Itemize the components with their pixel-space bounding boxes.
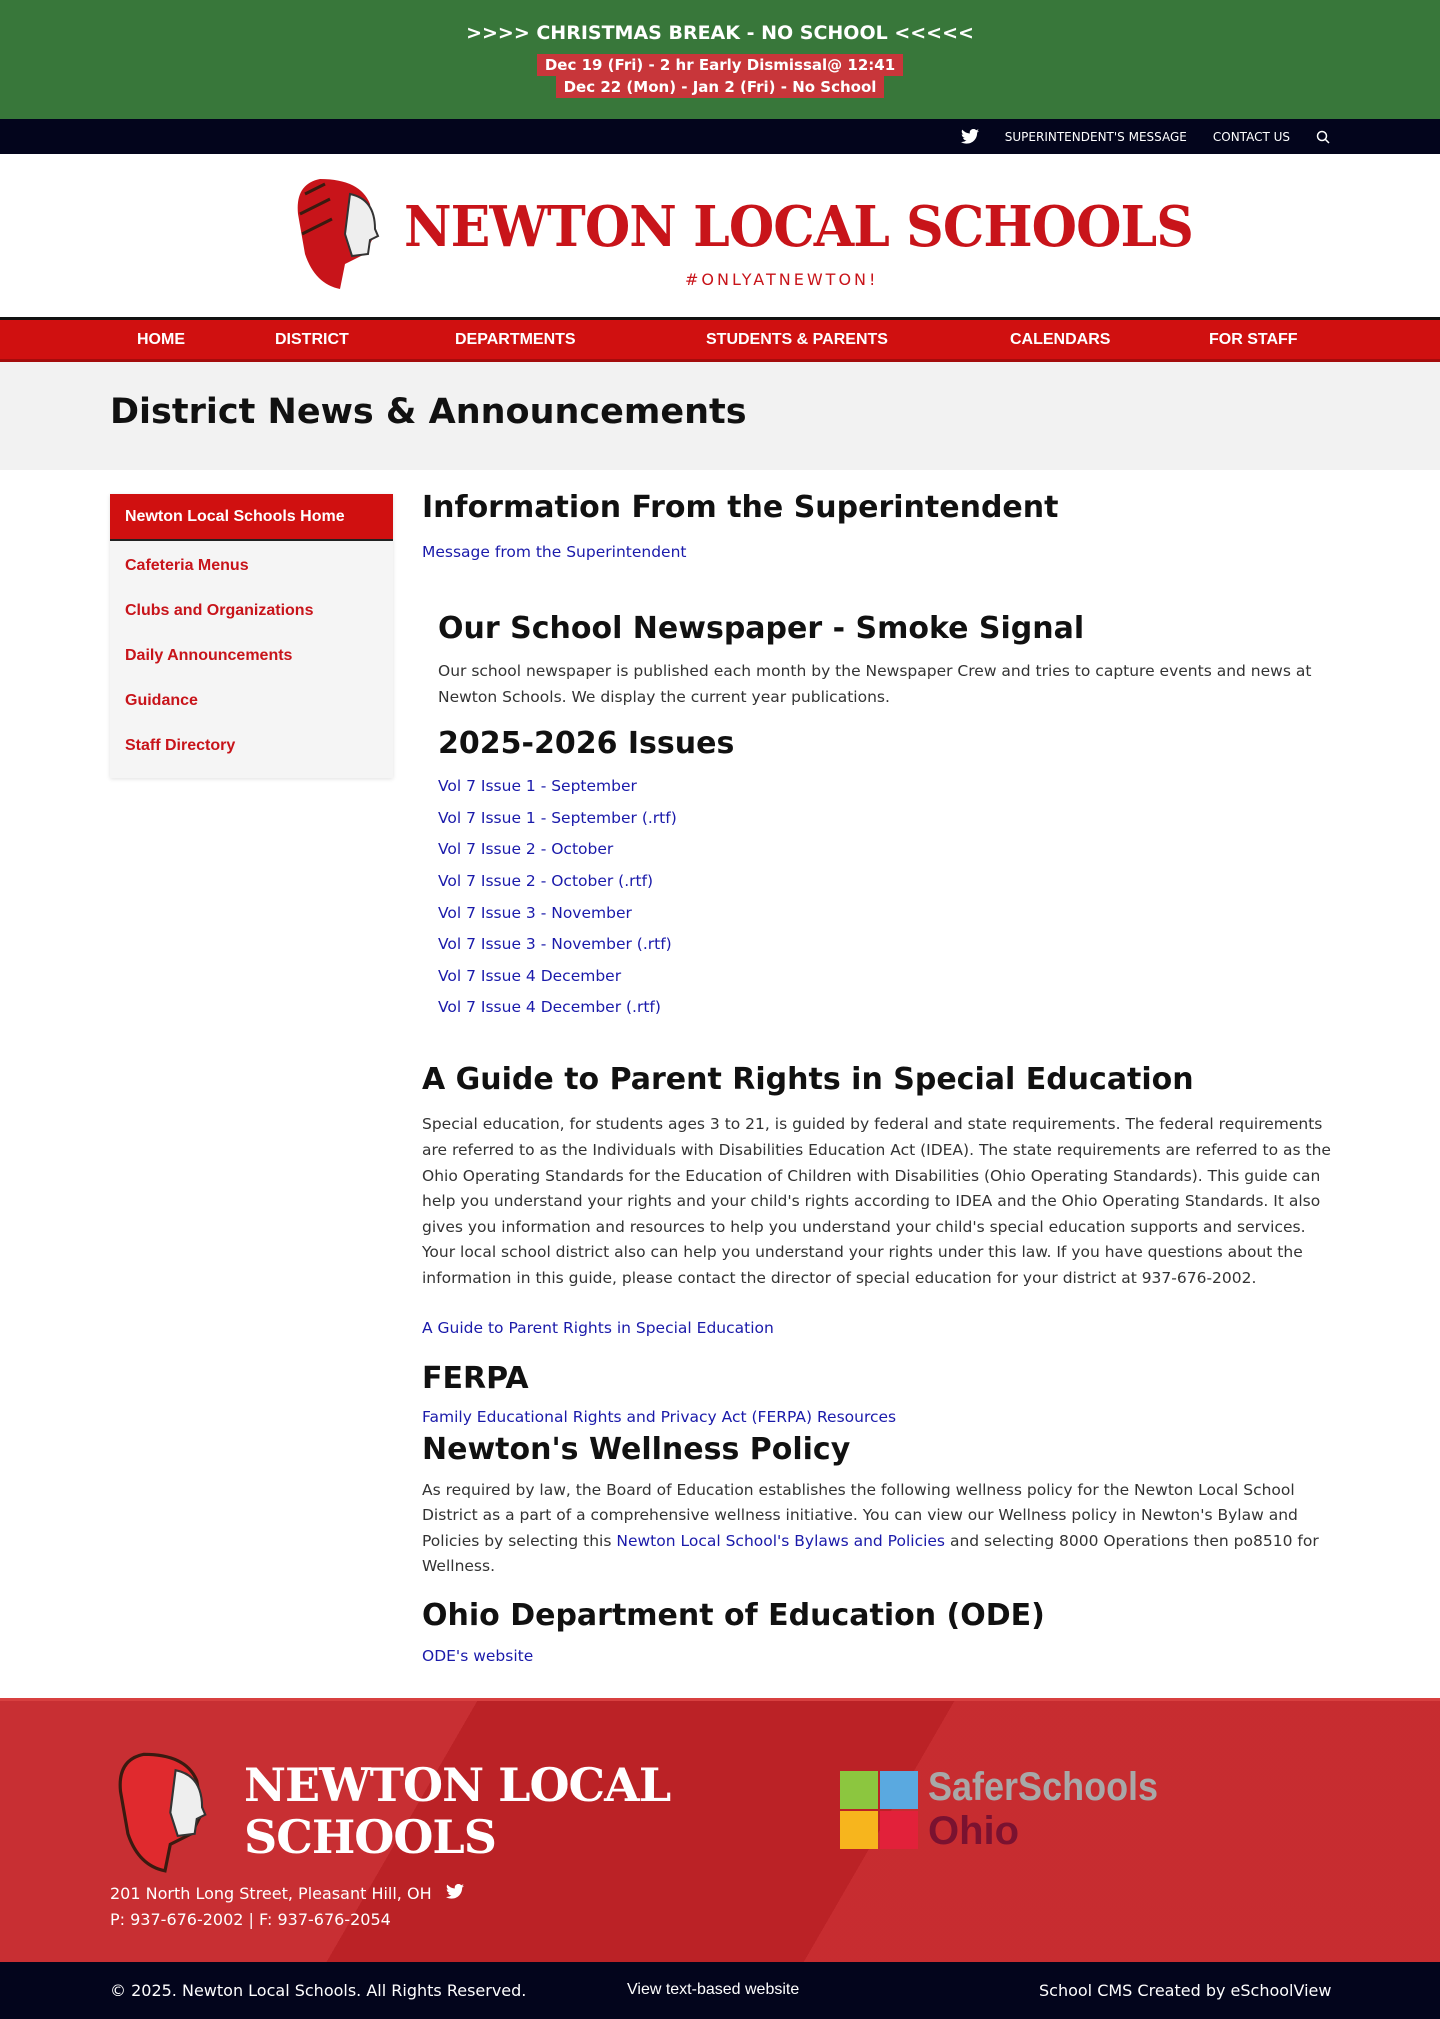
footer-contact <box>110 1881 432 1933</box>
issue-link[interactable]: Vol 7 Issue 2 - October (.rtf) <box>438 871 654 890</box>
text-based-site-link[interactable]: View text-based website <box>627 1981 800 1998</box>
guide-link[interactable]: A Guide to Parent Rights in Special Education <box>422 1318 774 1337</box>
footer-phones: P: 937-676-2002 | F: 937-676-2054 <box>110 1910 391 1929</box>
newspaper-description: Our school newspaper is published each month by the Newspaper Crew and tries to capture events and news at Newton Schools. We display the current year publications. <box>438 662 1312 706</box>
page-title: District News & Announcements <box>110 392 747 432</box>
main-content <box>422 488 1332 1669</box>
nav-departments[interactable]: DEPARTMENTS <box>455 331 576 348</box>
section-heading: FERPA <box>422 1360 529 1396</box>
bylaws-link[interactable]: Newton Local School's Bylaws and Policies <box>616 1531 946 1550</box>
safer-schools-text: SaferSchools <box>928 1765 1159 1809</box>
alert-line: Dec 22 (Mon) - Jan 2 (Fri) - No School <box>556 76 885 98</box>
sidebar <box>110 494 393 778</box>
nav-home[interactable]: HOME <box>137 331 185 348</box>
sidebar-item-announcements[interactable]: Daily Announcements <box>125 647 293 664</box>
main-nav <box>0 320 1440 362</box>
sidebar-item-home[interactable]: Newton Local Schools Home <box>110 494 393 541</box>
alert-line: Dec 19 (Fri) - 2 hr Early Dismissal@ 12:41 <box>537 54 903 76</box>
nav-students-parents[interactable]: STUDENTS & PARENTS <box>706 331 888 348</box>
issue-link[interactable]: Vol 7 Issue 3 - November (.rtf) <box>438 935 672 954</box>
issue-link[interactable]: Vol 7 Issue 4 December <box>438 966 622 985</box>
copyright: © 2025. Newton Local Schools. All Rights Reserved. <box>110 1981 527 2000</box>
wellness-text: As required by law, the Board of Education establishes the following wellness policy for the Newton Local School District as a part of a comprehensive wellness initiative. You can view our Wellness policy in Newton's Bylaw and Policies by selecting this <box>422 1480 1298 1550</box>
nav-calendars[interactable]: CALENDARS <box>1010 331 1111 348</box>
site-header <box>0 154 1440 320</box>
section-heading: A Guide to Parent Rights in Special Education <box>422 1062 1194 1098</box>
safer-tile <box>840 1811 878 1849</box>
alert-banner <box>0 0 1440 119</box>
nav-district[interactable]: DISTRICT <box>275 331 349 348</box>
ferpa-link[interactable]: Family Educational Rights and Privacy Act (FERPA) Resources <box>422 1407 897 1426</box>
search-icon[interactable] <box>1316 130 1330 144</box>
ohio-text: Ohio <box>928 1809 1020 1853</box>
site-tagline: #ONLYATNEWTON! <box>685 270 879 289</box>
issue-link[interactable]: Vol 7 Issue 2 - October <box>438 840 614 859</box>
safer-schools-ohio-logo[interactable] <box>840 1765 1170 1861</box>
superintendent-message-link[interactable]: SUPERINTENDENT'S MESSAGE <box>1004 129 1187 144</box>
safer-tile <box>880 1811 918 1849</box>
mascot-logo-icon[interactable] <box>290 174 390 292</box>
footer-name-line: NEWTON LOCAL <box>244 1758 671 1812</box>
sidebar-item-cafeteria[interactable]: Cafeteria Menus <box>125 557 249 574</box>
footer-site-name <box>244 1759 670 1863</box>
mascot-logo-icon <box>110 1749 220 1874</box>
issue-link[interactable]: Vol 7 Issue 3 - November <box>438 903 632 922</box>
issue-link[interactable]: Vol 7 Issue 1 - September (.rtf) <box>438 808 677 827</box>
page-title-band <box>0 362 1440 470</box>
site-name[interactable]: NEWTON LOCAL SCHOOLS <box>404 194 1193 260</box>
sidebar-item-staff-directory[interactable]: Staff Directory <box>125 737 236 754</box>
sidebar-item-clubs[interactable]: Clubs and Organizations <box>125 602 314 619</box>
safer-tile <box>880 1771 918 1809</box>
footer-address: 201 North Long Street, Pleasant Hill, OH <box>110 1884 432 1903</box>
issue-link[interactable]: Vol 7 Issue 4 December (.rtf) <box>438 998 661 1017</box>
twitter-icon[interactable] <box>961 129 979 144</box>
section-heading: Ohio Department of Education (ODE) <box>422 1597 1045 1633</box>
section-heading: 2025-2026 Issues <box>438 726 735 762</box>
twitter-icon[interactable] <box>446 1884 464 1899</box>
sidebar-item-guidance[interactable]: Guidance <box>125 692 198 709</box>
footer-name-line: SCHOOLS <box>244 1810 496 1864</box>
bottom-bar <box>0 1962 1440 2019</box>
section-heading: Our School Newspaper - Smoke Signal <box>438 611 1085 646</box>
guide-description: Special education, for students ages 3 to 21, is guided by federal and state requirements. The federal requirements are referred to as the Individuals with Disabilities Education Act (IDEA). The state requirements are referred to as the Ohio Operating Standards for the Education of Children with Disabilities (Ohio Operating Standards). This guide can help you understand your rights and your child's rights according to IDEA and the Ohio Operating Standards. It also gives you information and resources to help you understand your child's special education supports and services. Your local school district also can help you understand your rights under this law. If you have questions about the information in this guide, please contact the director of special education for your district at 937-676-2002. <box>422 1115 1331 1287</box>
utility-bar <box>0 119 1440 154</box>
footer <box>0 1698 1440 1962</box>
wellness-description <box>422 1478 1332 1580</box>
safer-tile <box>840 1771 878 1809</box>
issue-link[interactable]: Vol 7 Issue 1 - September <box>438 777 637 796</box>
section-heading: Information From the Superintendent <box>422 490 1059 525</box>
alert-title: >>>> CHRISTMAS BREAK - NO SCHOOL <<<<< <box>466 22 974 44</box>
cms-credit-link[interactable]: School CMS Created by eSchoolView <box>1039 1981 1332 2000</box>
ode-link[interactable]: ODE's website <box>422 1646 534 1665</box>
contact-us-link[interactable]: CONTACT US <box>1212 129 1290 144</box>
superintendent-message-link[interactable]: Message from the Superintendent <box>422 543 687 561</box>
nav-for-staff[interactable]: FOR STAFF <box>1209 331 1298 348</box>
section-heading: Newton's Wellness Policy <box>422 1431 851 1467</box>
wellness-text: and selecting 8000 Operations then po8510 for Wellness. <box>422 1531 1319 1576</box>
